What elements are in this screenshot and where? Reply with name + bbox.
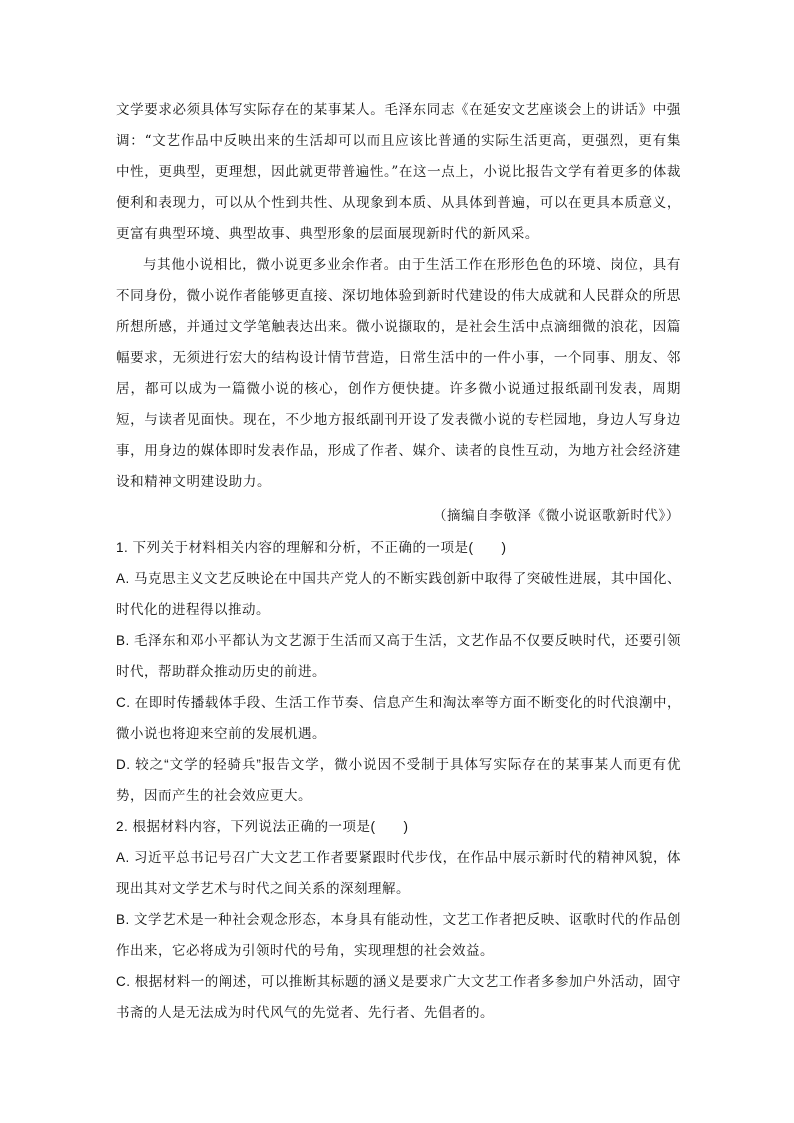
passage-paragraph-1: 文学要求必须具体写实际存在的某事某人。毛泽东同志《在延安文艺座谈会上的讲话》中强调：“文艺作品中反映出来的生活却可以而且应该比普通的实际生活更高，更强烈，更有集中性，更典型，更理想，因此就更带普遍性。”在这一点上，小说比报告文学有着更多的体裁便利和表现力，可以从个性到共性、从现象到本质、从具体到普遍，可以在更具本质意义，更富有典型环境、典型故事、典型形象的层面展现新时代的新风采。 (116, 102, 681, 242)
passage-source: （摘编自李敬泽《微小说讴歌新时代》） (432, 508, 680, 524)
question-2-option-a: A. 习近平总书记号召广大文艺工作者要紧跟时代步伐，在作品中展示新时代的精神风貌，体现出其对文学艺术与时代之间关系的深刻理解。 (116, 850, 681, 896)
question-1-option-c: C. 在即时传播载体手段、生活工作节奏、信息产生和淘汰率等方面不断变化的时代浪潮中，微小说也将迎来空前的发展机遇。 (116, 695, 681, 741)
question-1 (116, 532, 681, 811)
question-2-option-c: C. 根据材料一的阐述，可以推断其标题的涵义是要求广大文艺工作者多参加户外活动，固守书斋的人是无法成为时代风气的先觉者、先行者、先倡者的。 (116, 974, 681, 1020)
question-1-option-b: B. 毛泽东和邓小平都认为文艺源于生活而又高于生活，文艺作品不仅要反映时代，还要引领时代，帮助群众推动历史的前进。 (116, 633, 681, 679)
question-2 (116, 811, 681, 1028)
reading-passage (116, 95, 681, 498)
question-2-option-b: B. 文学艺术是一种社会观念形态，本身具有能动性，文艺工作者把反映、讴歌时代的作品创作出来，它必将成为引领时代的号角，实现理想的社会效益。 (116, 912, 681, 958)
question-2-stem: 2. 根据材料内容，下列说法正确的一项是( ) (116, 819, 409, 834)
question-1-stem: 1. 下列关于材料相关内容的理解和分析，不正确的一项是( ) (116, 540, 507, 555)
passage-paragraph-2: 与其他小说相比，微小说更多业余作者。由于生活工作在形形色色的环境、岗位，具有不同身份，微小说作者能够更直接、深切地体验到新时代建设的伟大成就和人民群众的所思所想所感，并通过文学笔触表达出来。微小说撷取的，是社会生活中点滴细微的浪花，因篇幅要求，无须进行宏大的结构设计情节营造，日常生活中的一件小事，一个同事、朋友、邻居，都可以成为一篇微小说的核心，创作方便快捷。许多微小说通过报纸副刊发表，周期短，与读者见面快。现在，不少地方报纸副刊开设了发表微小说的专栏园地，身边人写身边事，用身边的媒体即时发表作品，形成了作者、媒介、读者的良性互动，为地方社会经济建设和精神文明建设助力。 (116, 257, 681, 490)
question-1-option-d: D. 较之“文学的轻骑兵”报告文学，微小说因不受制于具体写实际存在的某事某人而更有优势，因而产生的社会效应更大。 (116, 757, 681, 803)
question-1-option-a: A. 马克思主义文艺反映论在中国共产党人的不断实践创新中取得了突破性进展，其中国化、时代化的进程得以推动。 (116, 571, 681, 617)
